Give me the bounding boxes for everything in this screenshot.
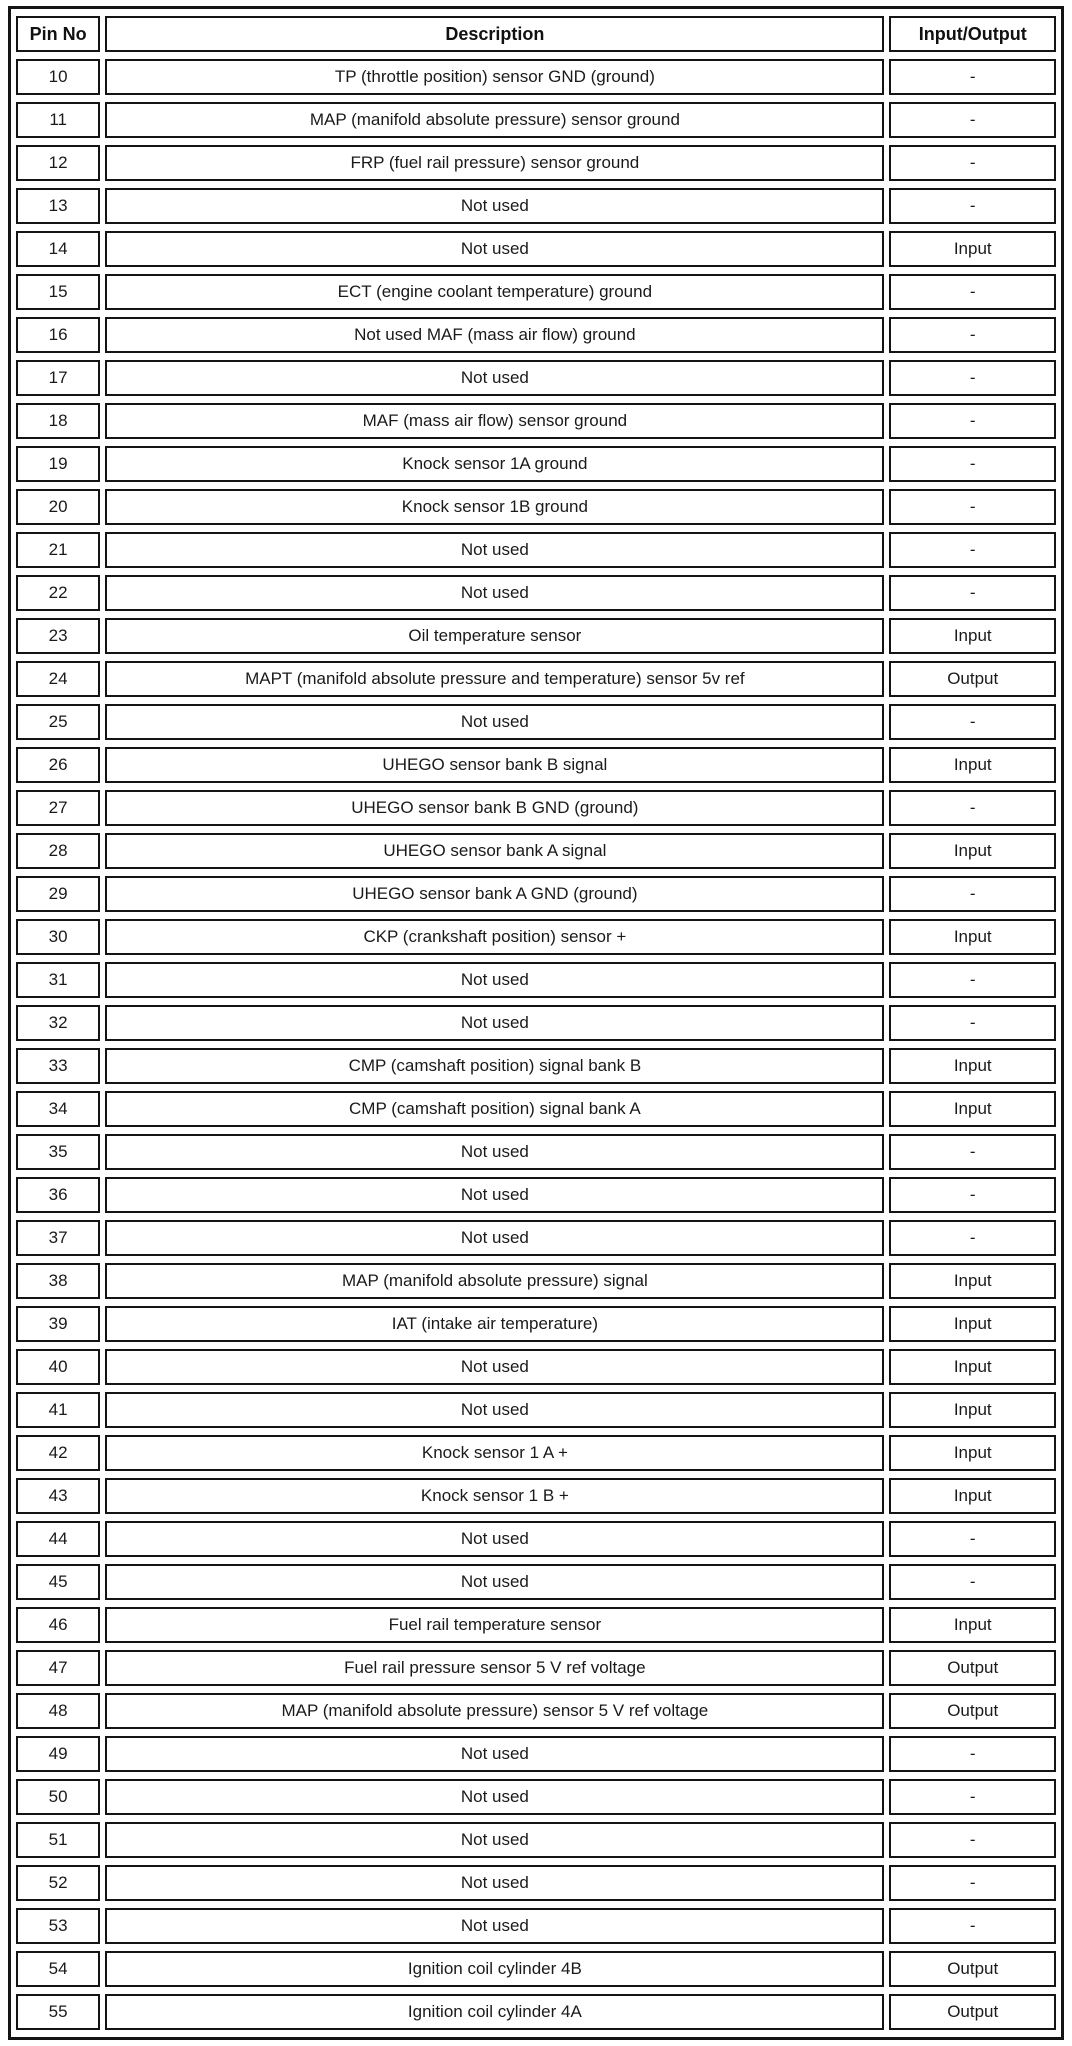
pin-number-cell: 17 — [16, 360, 100, 396]
pin-description-cell: MAP (manifold absolute pressure) sensor ground — [105, 102, 884, 138]
pin-number-cell: 54 — [16, 1951, 100, 1987]
pin-number-cell: 41 — [16, 1392, 100, 1428]
pin-number-cell: 33 — [16, 1048, 100, 1084]
pin-number-cell: 40 — [16, 1349, 100, 1385]
pin-description-cell: FRP (fuel rail pressure) sensor ground — [105, 145, 884, 181]
pin-number-cell: 26 — [16, 747, 100, 783]
pin-io-cell: - — [889, 876, 1056, 912]
table-row — [16, 704, 1056, 740]
pin-description-cell: Not used — [105, 188, 884, 224]
pin-io-cell: Output — [889, 1650, 1056, 1686]
pin-description-cell: UHEGO sensor bank A GND (ground) — [105, 876, 884, 912]
table-row — [16, 1822, 1056, 1858]
table-row — [16, 1048, 1056, 1084]
table-row — [16, 1994, 1056, 2030]
table-row — [16, 1220, 1056, 1256]
table-row — [16, 403, 1056, 439]
table-row — [16, 489, 1056, 525]
pin-number-cell: 48 — [16, 1693, 100, 1729]
pin-number-cell: 55 — [16, 1994, 100, 2030]
col-header-input-output: Input/Output — [889, 16, 1056, 52]
table-row — [16, 145, 1056, 181]
col-header-description: Description — [105, 16, 884, 52]
pin-number-cell: 52 — [16, 1865, 100, 1901]
pin-io-cell: Output — [889, 1951, 1056, 1987]
pin-io-cell: - — [889, 145, 1056, 181]
pin-number-cell: 19 — [16, 446, 100, 482]
pin-io-cell: - — [889, 704, 1056, 740]
pin-description-cell: CKP (crankshaft position) sensor + — [105, 919, 884, 955]
pin-number-cell: 22 — [16, 575, 100, 611]
pin-description-cell: Oil temperature sensor — [105, 618, 884, 654]
pin-description-cell: MAF (mass air flow) sensor ground — [105, 403, 884, 439]
pin-number-cell: 53 — [16, 1908, 100, 1944]
pin-description-cell: IAT (intake air temperature) — [105, 1306, 884, 1342]
table-row — [16, 274, 1056, 310]
table-row — [16, 1349, 1056, 1385]
pin-description-cell: Not used — [105, 1005, 884, 1041]
pin-number-cell: 21 — [16, 532, 100, 568]
pin-description-cell: Fuel rail temperature sensor — [105, 1607, 884, 1643]
pin-description-cell: Not used — [105, 231, 884, 267]
pin-description-cell: Not used — [105, 360, 884, 396]
pin-io-cell: - — [889, 1177, 1056, 1213]
pin-io-cell: - — [889, 1865, 1056, 1901]
pin-number-cell: 20 — [16, 489, 100, 525]
pin-description-cell: Not used — [105, 575, 884, 611]
pin-description-cell: Not used MAF (mass air flow) ground — [105, 317, 884, 353]
pin-io-cell: Output — [889, 1994, 1056, 2030]
table-row — [16, 231, 1056, 267]
pin-number-cell: 45 — [16, 1564, 100, 1600]
pin-description-cell: Not used — [105, 1779, 884, 1815]
pin-io-cell: - — [889, 274, 1056, 310]
table-row — [16, 833, 1056, 869]
pin-number-cell: 44 — [16, 1521, 100, 1557]
pin-number-cell: 37 — [16, 1220, 100, 1256]
pin-description-cell: MAPT (manifold absolute pressure and temperature) sensor 5v ref — [105, 661, 884, 697]
pin-number-cell: 23 — [16, 618, 100, 654]
pin-io-cell: - — [889, 1822, 1056, 1858]
pin-io-cell: - — [889, 317, 1056, 353]
pin-io-cell: - — [889, 1521, 1056, 1557]
table-row — [16, 1521, 1056, 1557]
pin-number-cell: 24 — [16, 661, 100, 697]
pin-io-cell: Input — [889, 1263, 1056, 1299]
pin-description-cell: UHEGO sensor bank A signal — [105, 833, 884, 869]
pin-description-cell: Not used — [105, 1177, 884, 1213]
pin-number-cell: 13 — [16, 188, 100, 224]
table-row — [16, 188, 1056, 224]
pin-description-cell: Not used — [105, 1822, 884, 1858]
pin-io-cell: Input — [889, 1349, 1056, 1385]
pin-description-cell: Not used — [105, 1521, 884, 1557]
pin-io-cell: - — [889, 1779, 1056, 1815]
pin-number-cell: 28 — [16, 833, 100, 869]
pin-number-cell: 27 — [16, 790, 100, 826]
pin-description-cell: MAP (manifold absolute pressure) sensor 5 V ref voltage — [105, 1693, 884, 1729]
table-row — [16, 1263, 1056, 1299]
pin-io-cell: Input — [889, 1306, 1056, 1342]
pin-io-cell: - — [889, 1564, 1056, 1600]
pin-number-cell: 11 — [16, 102, 100, 138]
pin-description-cell: Knock sensor 1 B + — [105, 1478, 884, 1514]
pin-io-cell: - — [889, 1005, 1056, 1041]
pin-number-cell: 38 — [16, 1263, 100, 1299]
pin-description-cell: Not used — [105, 1392, 884, 1428]
pin-number-cell: 18 — [16, 403, 100, 439]
table-row — [16, 1650, 1056, 1686]
table-row — [16, 962, 1056, 998]
pin-description-cell: UHEGO sensor bank B GND (ground) — [105, 790, 884, 826]
table-row — [16, 360, 1056, 396]
pin-description-cell: Not used — [105, 1865, 884, 1901]
table-row — [16, 1306, 1056, 1342]
pin-io-cell: - — [889, 1908, 1056, 1944]
pin-io-cell: Input — [889, 833, 1056, 869]
table-row — [16, 1392, 1056, 1428]
table-row — [16, 1134, 1056, 1170]
table-row — [16, 1865, 1056, 1901]
pin-description-cell: Not used — [105, 1908, 884, 1944]
pin-number-cell: 36 — [16, 1177, 100, 1213]
table-row — [16, 532, 1056, 568]
table-row — [16, 102, 1056, 138]
pin-io-cell: Input — [889, 747, 1056, 783]
table-row — [16, 876, 1056, 912]
pin-number-cell: 51 — [16, 1822, 100, 1858]
pin-table-body — [16, 59, 1056, 2030]
pin-io-cell: Output — [889, 661, 1056, 697]
pin-io-cell: - — [889, 962, 1056, 998]
table-row — [16, 747, 1056, 783]
pin-number-cell: 46 — [16, 1607, 100, 1643]
pin-number-cell: 43 — [16, 1478, 100, 1514]
pin-description-cell: CMP (camshaft position) signal bank B — [105, 1048, 884, 1084]
pin-io-cell: - — [889, 1134, 1056, 1170]
table-row — [16, 1091, 1056, 1127]
pin-number-cell: 35 — [16, 1134, 100, 1170]
table-row — [16, 618, 1056, 654]
pin-io-cell: - — [889, 188, 1056, 224]
table-row — [16, 661, 1056, 697]
pin-description-cell: TP (throttle position) sensor GND (ground) — [105, 59, 884, 95]
pin-number-cell: 14 — [16, 231, 100, 267]
pin-description-cell: UHEGO sensor bank B signal — [105, 747, 884, 783]
pin-number-cell: 16 — [16, 317, 100, 353]
table-row — [16, 446, 1056, 482]
pin-description-cell: Not used — [105, 1134, 884, 1170]
pin-description-cell: Knock sensor 1 A + — [105, 1435, 884, 1471]
pin-number-cell: 47 — [16, 1650, 100, 1686]
table-row — [16, 1005, 1056, 1041]
table-row — [16, 1564, 1056, 1600]
pin-number-cell: 10 — [16, 59, 100, 95]
pin-io-cell: Input — [889, 618, 1056, 654]
table-row — [16, 1478, 1056, 1514]
pin-number-cell: 34 — [16, 1091, 100, 1127]
pin-description-cell: Knock sensor 1A ground — [105, 446, 884, 482]
pin-io-cell: - — [889, 575, 1056, 611]
pin-number-cell: 12 — [16, 145, 100, 181]
pin-io-cell: Input — [889, 1607, 1056, 1643]
pin-io-cell: Input — [889, 1435, 1056, 1471]
pin-number-cell: 15 — [16, 274, 100, 310]
pin-number-cell: 39 — [16, 1306, 100, 1342]
pin-io-cell: Input — [889, 919, 1056, 955]
pin-io-cell: Input — [889, 1091, 1056, 1127]
pin-io-cell: Input — [889, 1392, 1056, 1428]
pin-io-cell: - — [889, 790, 1056, 826]
pin-number-cell: 32 — [16, 1005, 100, 1041]
pin-description-cell: Not used — [105, 1736, 884, 1772]
table-row — [16, 575, 1056, 611]
pin-number-cell: 49 — [16, 1736, 100, 1772]
pin-description-cell: MAP (manifold absolute pressure) signal — [105, 1263, 884, 1299]
pin-description-cell: Ignition coil cylinder 4A — [105, 1994, 884, 2030]
table-row — [16, 919, 1056, 955]
pin-io-cell: - — [889, 446, 1056, 482]
pin-number-cell: 42 — [16, 1435, 100, 1471]
table-row — [16, 1693, 1056, 1729]
table-row — [16, 1908, 1056, 1944]
pin-description-cell: CMP (camshaft position) signal bank A — [105, 1091, 884, 1127]
table-row — [16, 1607, 1056, 1643]
pin-number-cell: 25 — [16, 704, 100, 740]
pin-io-cell: - — [889, 403, 1056, 439]
pin-description-cell: ECT (engine coolant temperature) ground — [105, 274, 884, 310]
pin-io-cell: Input — [889, 231, 1056, 267]
table-row — [16, 1736, 1056, 1772]
table-row — [16, 59, 1056, 95]
pin-number-cell: 30 — [16, 919, 100, 955]
col-header-pin-no: Pin No — [16, 16, 100, 52]
pin-io-cell: Input — [889, 1478, 1056, 1514]
pin-io-cell: - — [889, 59, 1056, 95]
pin-description-cell: Not used — [105, 1564, 884, 1600]
pin-number-cell: 29 — [16, 876, 100, 912]
table-row — [16, 1177, 1056, 1213]
pin-io-cell: - — [889, 532, 1056, 568]
table-row — [16, 790, 1056, 826]
pin-description-cell: Not used — [105, 1220, 884, 1256]
table-row — [16, 317, 1056, 353]
pin-io-cell: - — [889, 1736, 1056, 1772]
pin-io-cell: Output — [889, 1693, 1056, 1729]
pin-description-cell: Not used — [105, 962, 884, 998]
pin-description-cell: Not used — [105, 1349, 884, 1385]
table-row — [16, 1435, 1056, 1471]
pin-io-cell: - — [889, 102, 1056, 138]
header-row — [16, 16, 1056, 52]
pin-io-cell: - — [889, 360, 1056, 396]
pin-number-cell: 50 — [16, 1779, 100, 1815]
pin-io-cell: - — [889, 489, 1056, 525]
pin-io-cell: Input — [889, 1048, 1056, 1084]
pin-description-cell: Ignition coil cylinder 4B — [105, 1951, 884, 1987]
pin-assignment-table — [8, 6, 1064, 2040]
table-row — [16, 1779, 1056, 1815]
pin-description-cell: Not used — [105, 704, 884, 740]
pin-description-cell: Not used — [105, 532, 884, 568]
pin-number-cell: 31 — [16, 962, 100, 998]
pin-io-cell: - — [889, 1220, 1056, 1256]
table-row — [16, 1951, 1056, 1987]
pin-description-cell: Fuel rail pressure sensor 5 V ref voltage — [105, 1650, 884, 1686]
pin-description-cell: Knock sensor 1B ground — [105, 489, 884, 525]
